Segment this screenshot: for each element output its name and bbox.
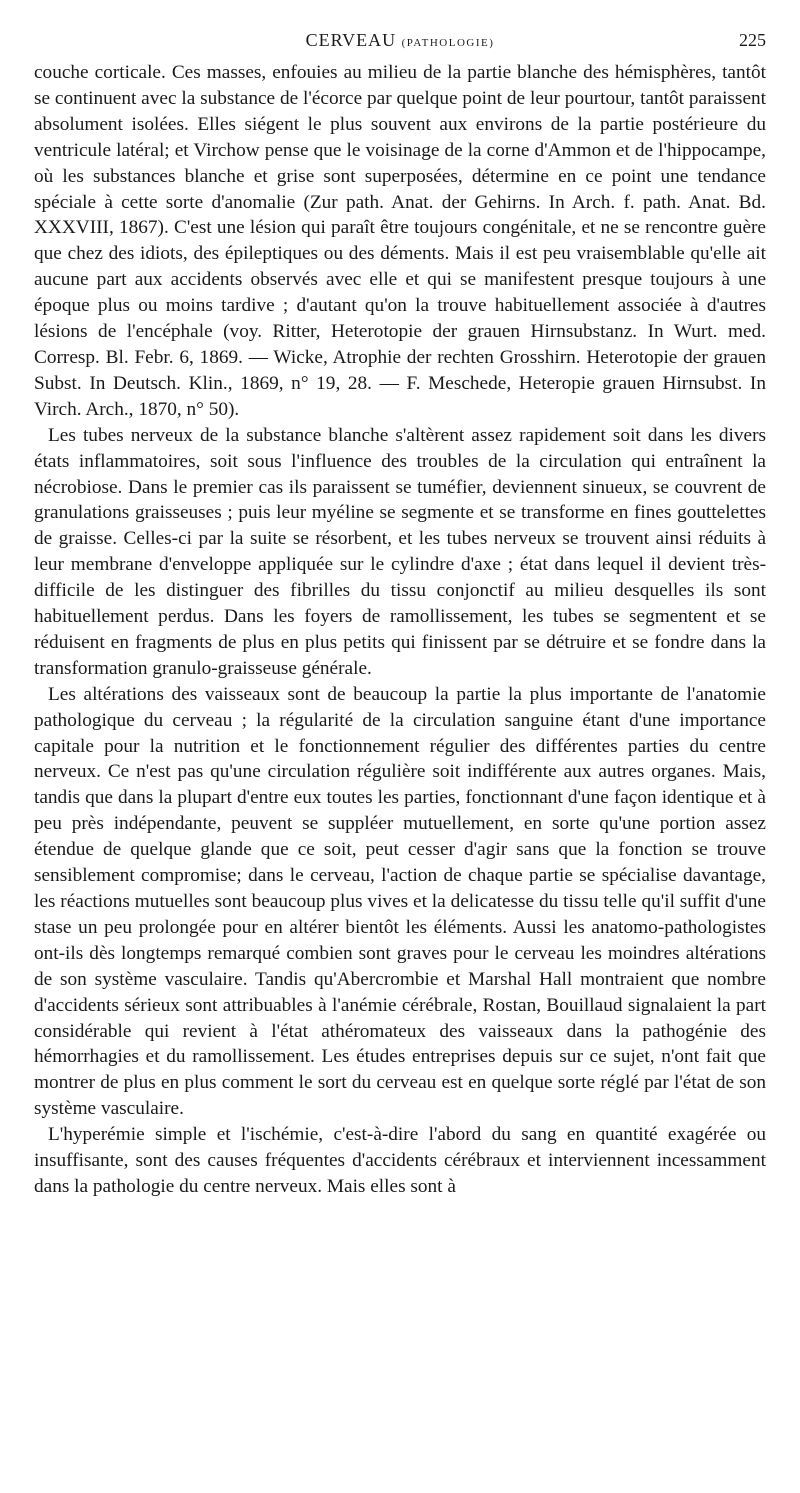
- header-subtitle: (PATHOLOGIE): [401, 37, 495, 49]
- header-main-title: CERVEAU: [305, 30, 397, 50]
- document-page: [34, 24, 766, 1200]
- paragraph: Les altérations des vaisseaux sont de beaucoup la partie la plus importante de l'anatomie pathologique du cerveau ; la régularité de la circulation sanguine étant d'une importance capitale pour la nutrition et le fonctionnement régulier des différentes parties du centre nerveux. Ce n'est pas qu'une circulation régulière soit indifférente aux autres organes. Mais, tandis que dans la plupart d'entre eux toutes les parties, fonctionnant d'une façon identique et à peu près indépendante, peuvent se suppléer mutuellement, en sorte qu'une portion assez étendue de quelque glande que ce soit, peut cesser d'agir sans que la fonction se trouve sensiblement compromise; dans le cerveau, l'action de chaque partie se spécialise davantage, les réactions mutuelles sont beaucoup plus vives et la delicatesse du tissu telle qu'il suffit d'une stase un peu prolongée pour en altérer bientôt les éléments. Aussi les anatomo-pathologistes ont-ils dès longtemps remarqué combien sont graves pour le cerveau les moindres altérations de son système vasculaire. Tandis qu'Abercrombie et Marshal Hall montraient que nombre d'accidents sérieux sont attribuables à l'anémie cérébrale, Rostan, Bouillaud signalaient la part considérable qui revient à l'état athéromateux des vaisseaux dans la pathogénie des hémorrhagies et du ramollissement. Les études entreprises depuis sur ce sujet, n'ont fait que montrer de plus en plus comment le sort du cerveau est en quelque sorte réglé par l'état de son système vasculaire.: [34, 683, 766, 1120]
- paragraph: couche corticale. Ces masses, enfouies au milieu de la partie blanche des hémisphères, tantôt se continuent avec la substance de l'écorce par quelque point de leur pourtour, tantôt paraissent absolument isolées. Elles siégent le plus souvent aux environs de la partie postérieure du ventricule latéral; et Virchow pense que le voisinage de la corne d'Ammon et de l'hippocampe, où les substances blanche et grise sont superposées, détermine en ce point une tendance spéciale à cette sorte d'anomalie (Zur path. Anat. der Gehirns. In Arch. f. path. Anat. Bd. XXXVIII, 1867). C'est une lésion qui paraît être toujours congénitale, et ne se rencontre guère que chez des idiots, des épileptiques ou des déments. Mais il est peu vraisemblable qu'elle ait aucune part aux accidents observés avec elle et qui se manifestent presque toujours à une époque plus ou moins tardive ; d'autant qu'on la trouve habituellement associée à d'autres lésions de l'encéphale (voy. Ritter, Heterotopie der grauen Hirnsubstanz. In Wurt. med. Corresp. Bl. Febr. 6, 1869. — Wicke, Atrophie der rechten Grosshirn. Heterotopie der grauen Subst. In Deutsch. Klin., 1869, n° 19, 28. — F. Meschede, Heteropie grauen Hirnsubst. In Virch. Arch., 1870, n° 50).: [34, 62, 766, 420]
- body-text: [34, 60, 766, 1200]
- page-number: 225: [739, 30, 766, 50]
- paragraph: Les tubes nerveux de la substance blanche s'altèrent assez rapidement soit dans les divers états inflammatoires, soit sous l'influence des troubles de la circulation qui entraînent la nécrobiose. Dans le premier cas ils paraissent se tuméfier, deviennent sinueux, se couvrent de granulations graisseuses ; puis leur myéline se segmente et se transforme en fines gouttelettes de graisse. Celles-ci par la suite se résorbent, et les tubes nerveux se trouvent ainsi réduits à leur membrane d'enveloppe appliquée sur le cylindre d'axe ; état dans lequel il devient très-difficile de les distinguer des fibrilles du tissu conjonctif au milieu desquelles ils sont habituellement perdus. Dans les foyers de ramollissement, les tubes se segmentent et se réduisent en fragments de plus en plus petits qui finissent par se détruire et se fondre dans la transformation granulo-graisseuse générale.: [34, 424, 766, 679]
- running-header: [34, 24, 766, 60]
- paragraph: L'hyperémie simple et l'ischémie, c'est-à-dire l'abord du sang en quantité exagérée ou insuffisante, sont des causes fréquentes d'accidents cérébraux et interviennent incessamment dans la pathologie du centre nerveux. Mais elles sont à: [34, 1124, 766, 1197]
- header-title: [34, 30, 766, 51]
